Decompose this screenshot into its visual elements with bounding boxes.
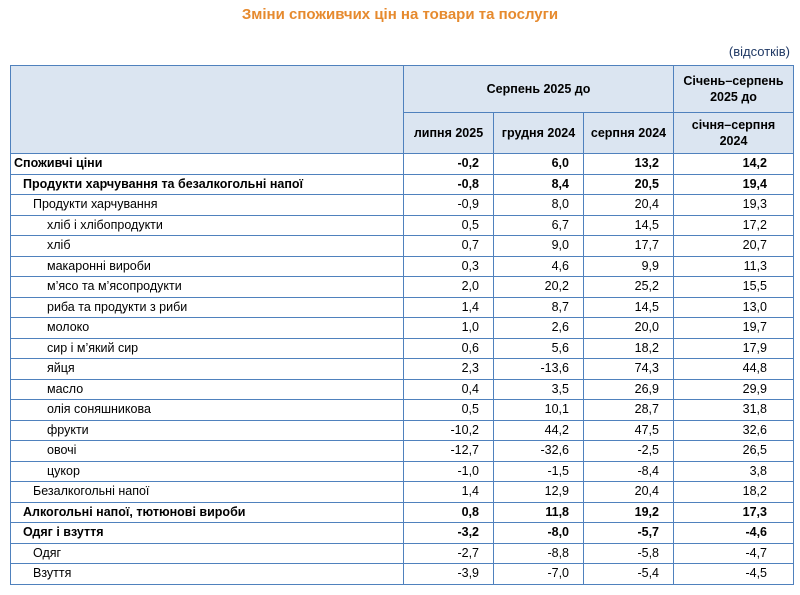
- unit-note: (відсотків): [728, 44, 790, 59]
- cell-value: -0,8: [404, 174, 494, 195]
- row-label: Продукти харчування: [11, 195, 404, 216]
- cell-value: -2,5: [584, 441, 674, 462]
- cell-value: 1,4: [404, 482, 494, 503]
- cell-value: 8,4: [494, 174, 584, 195]
- cell-value: 0,5: [404, 400, 494, 421]
- row-label: овочі: [11, 441, 404, 462]
- row-label: риба та продукти з риби: [11, 297, 404, 318]
- cell-value: 13,0: [674, 297, 794, 318]
- row-label: Одяг і взуття: [11, 523, 404, 544]
- cell-value: 9,9: [584, 256, 674, 277]
- cell-value: 9,0: [494, 236, 584, 257]
- cell-value: 0,3: [404, 256, 494, 277]
- cell-value: 0,7: [404, 236, 494, 257]
- cell-value: 15,5: [674, 277, 794, 298]
- cell-value: 1,0: [404, 318, 494, 339]
- table-row: [11, 174, 794, 195]
- table-row: [11, 256, 794, 277]
- cell-value: -3,9: [404, 564, 494, 585]
- row-label: цукор: [11, 461, 404, 482]
- cell-value: 17,3: [674, 502, 794, 523]
- cell-value: 28,7: [584, 400, 674, 421]
- cell-value: 18,2: [674, 482, 794, 503]
- cell-value: 0,6: [404, 338, 494, 359]
- cell-value: -5,4: [584, 564, 674, 585]
- cell-value: -1,0: [404, 461, 494, 482]
- cell-value: 1,4: [404, 297, 494, 318]
- cell-value: 4,6: [494, 256, 584, 277]
- cell-value: 13,2: [584, 154, 674, 175]
- cell-value: 47,5: [584, 420, 674, 441]
- cell-value: 6,0: [494, 154, 584, 175]
- table-row: [11, 277, 794, 298]
- cell-value: -1,5: [494, 461, 584, 482]
- page-title: Зміни споживчих цін на товари та послуги: [241, 6, 559, 23]
- cell-value: 2,6: [494, 318, 584, 339]
- cell-value: 14,5: [584, 215, 674, 236]
- cell-value: 26,5: [674, 441, 794, 462]
- row-label: сир і м’який сир: [11, 338, 404, 359]
- cell-value: -8,8: [494, 543, 584, 564]
- cell-value: 19,2: [584, 502, 674, 523]
- cell-value: 19,4: [674, 174, 794, 195]
- cell-value: 2,0: [404, 277, 494, 298]
- cell-value: -4,6: [674, 523, 794, 544]
- row-label: молоко: [11, 318, 404, 339]
- table-row: [11, 543, 794, 564]
- cell-value: -4,7: [674, 543, 794, 564]
- cell-value: -3,2: [404, 523, 494, 544]
- cell-value: 6,7: [494, 215, 584, 236]
- header-col-aug-2024: серпня 2024: [584, 113, 674, 154]
- table-row: [11, 502, 794, 523]
- table-row: [11, 420, 794, 441]
- cell-value: 2,3: [404, 359, 494, 380]
- cell-value: 8,0: [494, 195, 584, 216]
- cell-value: -8,0: [494, 523, 584, 544]
- price-changes-table: [10, 65, 794, 585]
- cell-value: 14,5: [584, 297, 674, 318]
- table-row: [11, 359, 794, 380]
- table-row: [11, 564, 794, 585]
- table-row: [11, 338, 794, 359]
- cell-value: 18,2: [584, 338, 674, 359]
- row-label: яйця: [11, 359, 404, 380]
- cell-value: -0,2: [404, 154, 494, 175]
- cell-value: -10,2: [404, 420, 494, 441]
- cell-value: 74,3: [584, 359, 674, 380]
- table-row: [11, 297, 794, 318]
- row-label: Продукти харчування та безалкогольні напої: [11, 174, 404, 195]
- table-row: [11, 400, 794, 421]
- table-row: [11, 441, 794, 462]
- cell-value: 10,1: [494, 400, 584, 421]
- cell-value: 20,4: [584, 482, 674, 503]
- row-label: хліб і хлібопродукти: [11, 215, 404, 236]
- cell-value: 19,3: [674, 195, 794, 216]
- cell-value: 17,9: [674, 338, 794, 359]
- header-col-dec-2024: грудня 2024: [494, 113, 584, 154]
- row-label: Взуття: [11, 564, 404, 585]
- cell-value: 25,2: [584, 277, 674, 298]
- cell-value: 8,7: [494, 297, 584, 318]
- table-row: [11, 154, 794, 175]
- row-label: Одяг: [11, 543, 404, 564]
- cell-value: 20,5: [584, 174, 674, 195]
- cell-value: -5,8: [584, 543, 674, 564]
- table-row: [11, 318, 794, 339]
- cell-value: 17,2: [674, 215, 794, 236]
- table-row: [11, 195, 794, 216]
- header-group-august: Серпень 2025 до: [404, 66, 674, 113]
- cell-value: 17,7: [584, 236, 674, 257]
- cell-value: 0,8: [404, 502, 494, 523]
- cell-value: 29,9: [674, 379, 794, 400]
- cell-value: 0,5: [404, 215, 494, 236]
- row-label: Алкогольні напої, тютюнові вироби: [11, 502, 404, 523]
- cell-value: -4,5: [674, 564, 794, 585]
- cell-value: 44,8: [674, 359, 794, 380]
- row-label: хліб: [11, 236, 404, 257]
- cell-value: 20,2: [494, 277, 584, 298]
- cell-value: 0,4: [404, 379, 494, 400]
- cell-value: 31,8: [674, 400, 794, 421]
- cell-value: -0,9: [404, 195, 494, 216]
- table-row: [11, 482, 794, 503]
- row-label: олія соняшникова: [11, 400, 404, 421]
- cell-value: -7,0: [494, 564, 584, 585]
- cell-value: 20,7: [674, 236, 794, 257]
- cell-value: 32,6: [674, 420, 794, 441]
- cell-value: 5,6: [494, 338, 584, 359]
- table-row: [11, 236, 794, 257]
- cell-value: 20,4: [584, 195, 674, 216]
- cell-value: 12,9: [494, 482, 584, 503]
- cell-value: 26,9: [584, 379, 674, 400]
- cell-value: 20,0: [584, 318, 674, 339]
- row-label: фрукти: [11, 420, 404, 441]
- table-row: [11, 523, 794, 544]
- cell-value: 44,2: [494, 420, 584, 441]
- row-label: макаронні вироби: [11, 256, 404, 277]
- cell-value: 14,2: [674, 154, 794, 175]
- header-empty-cell: [11, 66, 404, 154]
- row-label: м’ясо та м’ясопродукти: [11, 277, 404, 298]
- table-row: [11, 461, 794, 482]
- row-label: масло: [11, 379, 404, 400]
- cell-value: 11,8: [494, 502, 584, 523]
- header-group-jan-aug: Січень–серпень 2025 до: [674, 66, 794, 113]
- cell-value: -12,7: [404, 441, 494, 462]
- cell-value: -8,4: [584, 461, 674, 482]
- table-row: [11, 379, 794, 400]
- cell-value: -32,6: [494, 441, 584, 462]
- header-col-july-2025: липня 2025: [404, 113, 494, 154]
- row-label: Безалкогольні напої: [11, 482, 404, 503]
- row-label: Споживчі ціни: [11, 154, 404, 175]
- table-row: [11, 215, 794, 236]
- cell-value: 11,3: [674, 256, 794, 277]
- cell-value: 19,7: [674, 318, 794, 339]
- cell-value: -13,6: [494, 359, 584, 380]
- header-col-jan-aug-2024: січня–серпня 2024: [674, 113, 794, 154]
- cell-value: 3,5: [494, 379, 584, 400]
- cell-value: -2,7: [404, 543, 494, 564]
- cell-value: -5,7: [584, 523, 674, 544]
- cell-value: 3,8: [674, 461, 794, 482]
